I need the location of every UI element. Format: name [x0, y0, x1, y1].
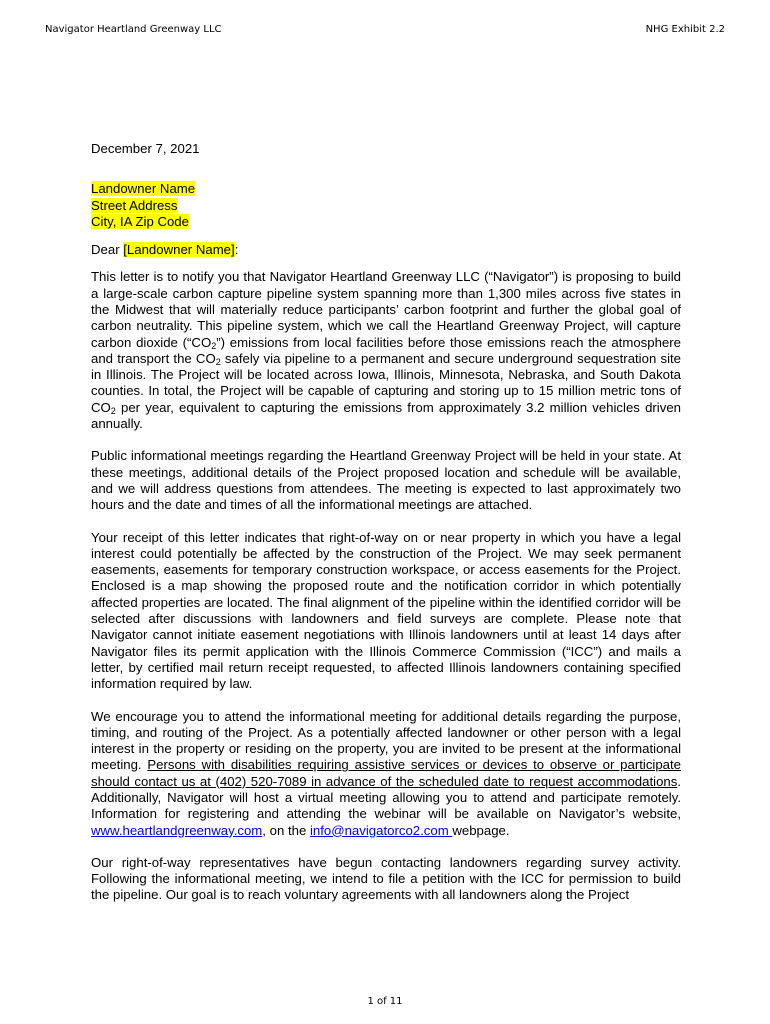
- paragraph-intro: [91, 269, 681, 432]
- p1-text-a: This letter is to notify you that Navigator Heartland Greenway LLC (“Navigator”) is proposing to build a large-scale carbon capture pipeline system spanning more than 1,300 miles across five states in the Midwest that will materially reduce participants’ carbon footprint and further the global goal of carbon neutrality. This pipeline system, which we call the Heartland Greenway Project, will capture carbon dioxide (“CO: [91, 269, 681, 350]
- address-name: Landowner Name: [91, 181, 196, 197]
- paragraph-meetings: Public informational meetings regarding the Heartland Greenway Project will be held in your state. At these meetings, additional details of the Project proposed location and schedule will be available, and we will address questions from attendees. The meeting is expected to last approximately two hours and the date and times of all the informational meetings are attached.: [91, 448, 681, 513]
- paragraph-survey: Our right-of-way representatives have begun contacting landowners regarding survey activity. Following the informational meeting, we intend to file a petition with the ICC for permission to build the pipeline. Our goal is to reach voluntary agreements with all landowners along the Project: [91, 854, 681, 903]
- address-street: Street Address: [91, 197, 178, 213]
- p1-subscript-2: 2: [215, 356, 221, 367]
- paragraph-right-of-way: Your receipt of this letter indicates that right-of-way on or near property in which you have a legal interest could potentially be affected by the construction of the Project. We may seek permanent easements, easements for temporary construction workspace, or access easements for the Project. Enclosed is a map showing the proposed route and the notification corridor in which potentially affected properties are located. The final alignment of the pipeline within the identified corridor will be selected after discussions with landowners and field surveys are complete. Please note that Navigator cannot initiate easement negotiations with Illinois landowners until at least 14 days after Navigator files its permit application with the Illinois Commerce Commission (“ICC”) and mails a letter, by certified mail return receipt requested, to affected Illinois landowners containing specified information required by law.: [91, 529, 681, 692]
- p1-subscript-1: 2: [211, 340, 217, 351]
- email-link[interactable]: info@navigatorco2.com: [309, 822, 453, 838]
- letter-body: [91, 141, 681, 920]
- p4-text-b: . Additionally, Navigator will host a virtual meeting allowing you to attend and participate remotely. Information for registering and attending the webinar will be available on Navigator’s website,: [91, 773, 681, 822]
- header-exhibit: NHG Exhibit 2.2: [645, 24, 725, 35]
- p4-text-a: We encourage you to attend the informational meeting for additional details regarding the purpose, timing, and routing of the Project. As a potentially affected landowner or other person with a legal interest in the property or residing on the property, you are invited to be present at the informational meeting.: [91, 708, 681, 773]
- salutation-prefix: Dear: [91, 242, 124, 258]
- p4-text-c: , on the: [262, 822, 310, 838]
- p4-text-d: webpage.: [452, 822, 510, 838]
- p1-text-c: safely via pipeline to a permanent and secure underground sequestration site in Illinois. The Project will be located across Iowa, Illinois, Minnesota, Nebraska, and South Dakota counties. In total, the Project will be capable of capturing and storing up to 15 million metric tons of CO: [91, 350, 681, 415]
- recipient-address: [91, 181, 681, 231]
- website-link[interactable]: www.heartlandgreenway.com: [91, 822, 263, 838]
- page-number: 1 of 11: [367, 996, 403, 1007]
- salutation-name: [Landowner Name]: [123, 242, 235, 258]
- accessibility-notice: Persons with disabilities requiring assistive services or devices to observe or participate should contact us at (402) 520-7089 in advance of the scheduled date to request accommodations: [91, 757, 682, 789]
- header-company: Navigator Heartland Greenway LLC: [45, 24, 222, 35]
- salutation-suffix: :: [234, 242, 239, 258]
- address-city: City, IA Zip Code: [91, 214, 189, 230]
- p1-text-d: per year, equivalent to capturing the emissions from approximately 3.2 million vehicles driven annually.: [91, 399, 681, 432]
- p1-subscript-3: 2: [110, 405, 116, 416]
- p1-text-b: ”) emissions from local facilities before those emissions reach the atmosphere and transport the CO: [91, 334, 681, 366]
- paragraph-encourage: [91, 709, 681, 839]
- letter-date: December 7, 2021: [91, 141, 200, 156]
- salutation: [91, 242, 681, 258]
